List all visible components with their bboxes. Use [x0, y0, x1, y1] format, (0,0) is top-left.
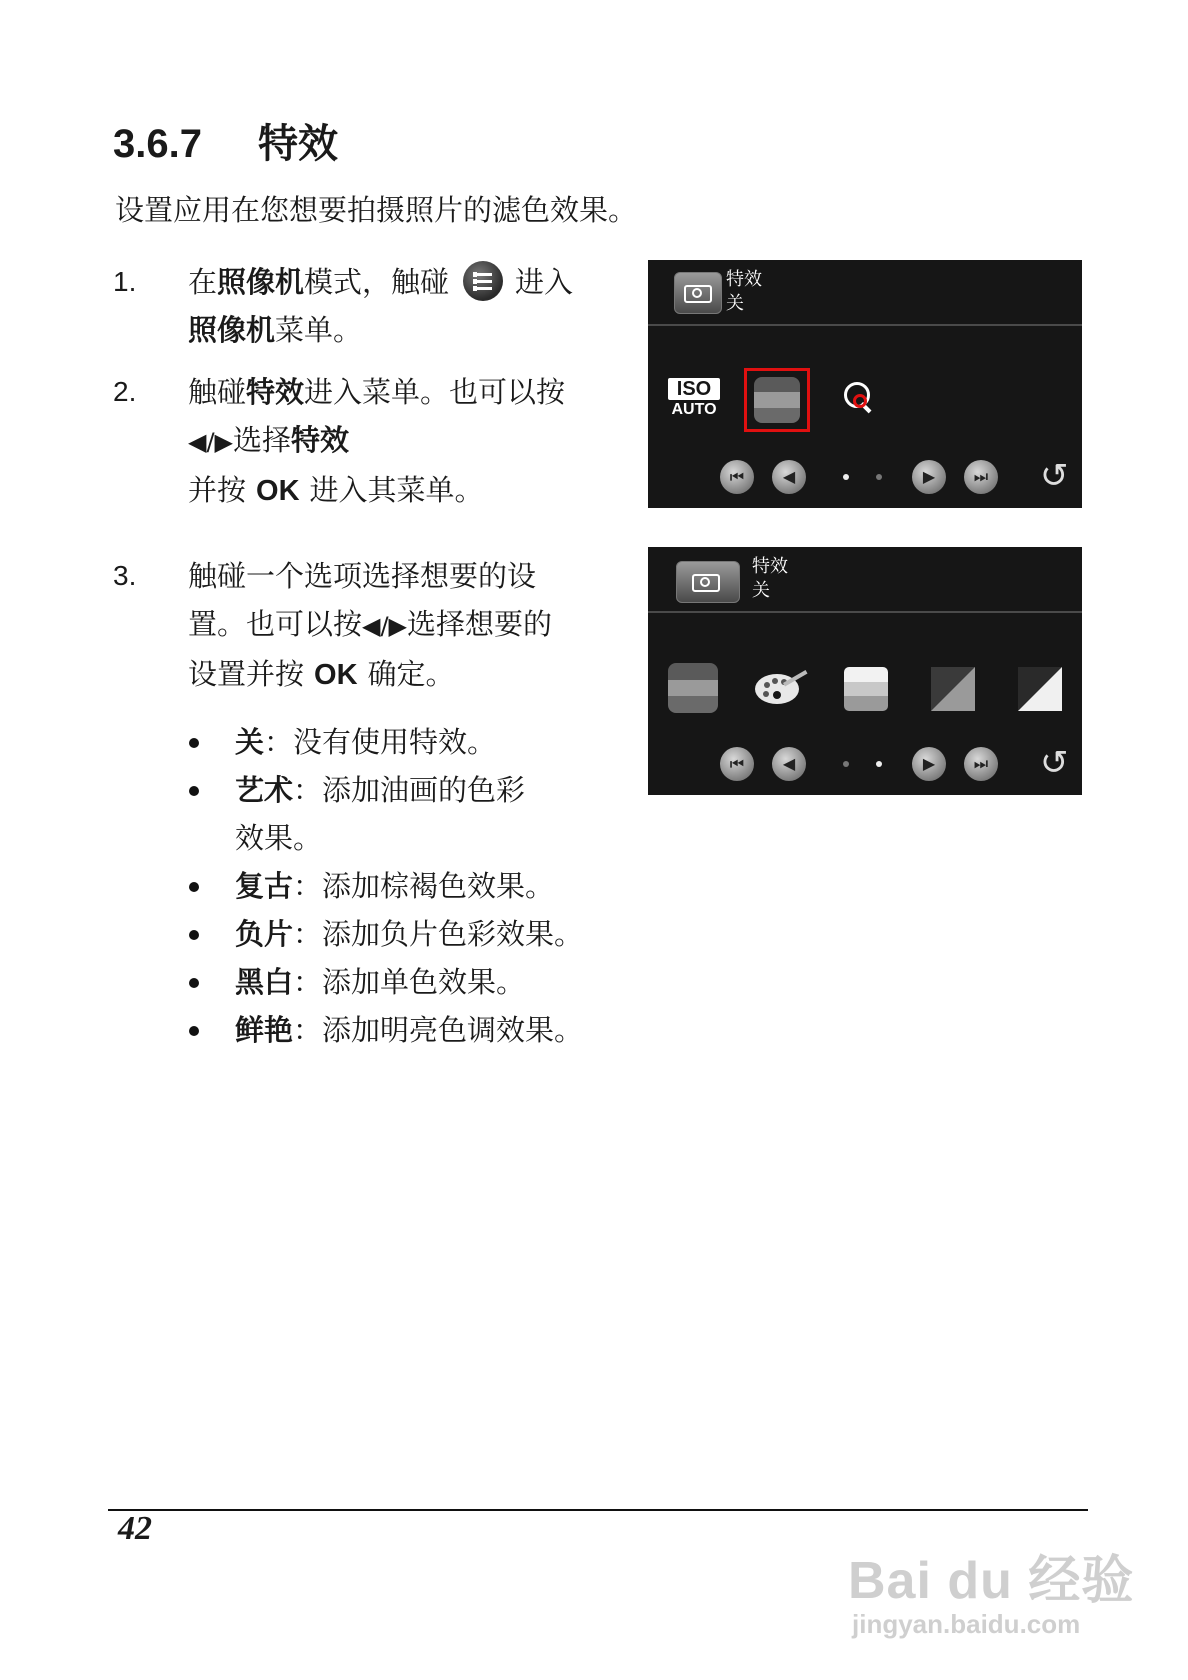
next-icon[interactable]: ▶	[912, 747, 946, 781]
list-item	[185, 1006, 615, 1054]
step-text: 进入	[515, 265, 574, 299]
list-item	[185, 910, 615, 958]
sepia-icon[interactable]	[844, 667, 888, 711]
step-number: 3.	[113, 560, 137, 591]
ok-key: OK	[256, 475, 300, 507]
menu-controls	[648, 458, 1082, 496]
menu-title	[752, 555, 788, 603]
first-icon[interactable]: ⏮	[720, 460, 754, 494]
step-text: 置。也可以按	[188, 607, 363, 641]
option-desc: ：添加明亮色调效果。	[293, 1013, 584, 1047]
prev-icon[interactable]: ◀	[772, 460, 806, 494]
step-1	[113, 258, 613, 354]
step-text: 触碰	[188, 375, 247, 409]
watermark-brand: Bai du 经验	[848, 1552, 1135, 1610]
ok-key: OK	[314, 659, 358, 691]
menu-title-text: 特效	[752, 556, 788, 577]
negative-icon[interactable]	[931, 667, 975, 711]
first-icon[interactable]: ⏮	[720, 747, 754, 781]
menu-value-text: 关	[726, 293, 744, 314]
baidu-watermark	[848, 1538, 1134, 1640]
page-dot	[876, 474, 882, 480]
list-item	[185, 862, 615, 910]
step-bold: 照像机	[188, 313, 276, 347]
step-text: 模式，触碰	[304, 265, 450, 299]
option-desc: ：添加单色效果。	[293, 965, 526, 999]
step-text: 进入菜单。也可以按	[304, 375, 566, 409]
section-number: 3.6.7	[113, 122, 202, 166]
step-bold: 特效	[291, 423, 350, 457]
camera-menu-screenshot-1	[648, 260, 1082, 508]
arrow-keys-icon: ◀/▶	[188, 428, 233, 456]
section-heading	[113, 112, 338, 169]
last-icon[interactable]: ⏭	[964, 460, 998, 494]
iso-label: ISO	[668, 378, 720, 400]
page-number: 42	[118, 1510, 152, 1547]
back-icon[interactable]: ↺	[1040, 456, 1069, 496]
step-3	[113, 552, 613, 699]
step-text: 进入其菜单。	[309, 473, 484, 507]
step-2	[113, 368, 613, 515]
back-icon[interactable]: ↺	[1040, 743, 1069, 783]
menu-title-text: 特效	[726, 269, 762, 290]
last-icon[interactable]: ⏭	[964, 747, 998, 781]
step-bold: 照像机	[217, 265, 305, 299]
camera-icon[interactable]	[674, 272, 722, 314]
menu-header	[648, 260, 1082, 326]
menu-header	[648, 547, 1082, 613]
option-name: 负片	[235, 917, 294, 951]
arrow-keys-icon: ◀/▶	[362, 612, 408, 640]
option-desc: ：添加油画的色彩效果。	[235, 773, 526, 855]
step-number: 1.	[113, 266, 137, 297]
section-title: 特效	[258, 122, 338, 166]
step-text: 在	[188, 265, 218, 299]
iso-mode-label: AUTO	[671, 401, 717, 418]
list-item	[185, 718, 615, 766]
page-dot-active	[876, 761, 882, 767]
camera-menu-screenshot-2	[648, 547, 1082, 795]
menu-value-text: 关	[752, 580, 770, 601]
menu-icon	[463, 261, 503, 301]
list-item	[185, 958, 615, 1006]
black-white-icon[interactable]	[1018, 667, 1062, 711]
magnifier-off-icon[interactable]	[844, 382, 874, 412]
iso-auto-icon[interactable]	[668, 378, 720, 420]
menu-title	[726, 268, 762, 316]
page-dot	[843, 761, 849, 767]
step-bold: 特效	[246, 375, 305, 409]
step-number: 2.	[113, 376, 137, 407]
option-name: 艺术	[235, 773, 294, 807]
color-filter-icon	[754, 377, 800, 423]
page-dot-active	[843, 474, 849, 480]
selected-effect-option[interactable]	[744, 368, 810, 432]
intro-text: 设置应用在您想要拍摄照片的滤色效果。	[115, 193, 638, 227]
next-icon[interactable]: ▶	[912, 460, 946, 494]
step-text: 设置并按	[188, 657, 305, 691]
option-desc: ：没有使用特效。	[264, 725, 497, 759]
art-palette-icon[interactable]	[753, 667, 809, 711]
step-text: 选择	[233, 423, 292, 457]
option-name: 复古	[235, 869, 294, 903]
camera-icon[interactable]	[676, 561, 740, 603]
footer-rule	[108, 1509, 1088, 1511]
option-desc: ：添加负片色彩效果。	[293, 917, 584, 951]
step-text: 并按	[188, 473, 247, 507]
filter-off-icon[interactable]	[668, 663, 718, 713]
option-name: 关	[235, 725, 265, 759]
option-name: 鲜艳	[235, 1013, 294, 1047]
list-item	[185, 766, 535, 862]
option-desc: ：添加棕褐色效果。	[293, 869, 555, 903]
menu-controls	[648, 745, 1082, 783]
prev-icon[interactable]: ◀	[772, 747, 806, 781]
step-text: 触碰一个选项选择想要的设	[188, 559, 537, 593]
watermark-url: jingyan.baidu.com	[852, 1609, 1081, 1639]
effect-options-list	[185, 718, 615, 1054]
option-name: 黑白	[235, 965, 294, 999]
step-text: 选择想要的	[407, 607, 553, 641]
step-text: 菜单。	[275, 313, 363, 347]
step-text: 确定。	[367, 657, 455, 691]
